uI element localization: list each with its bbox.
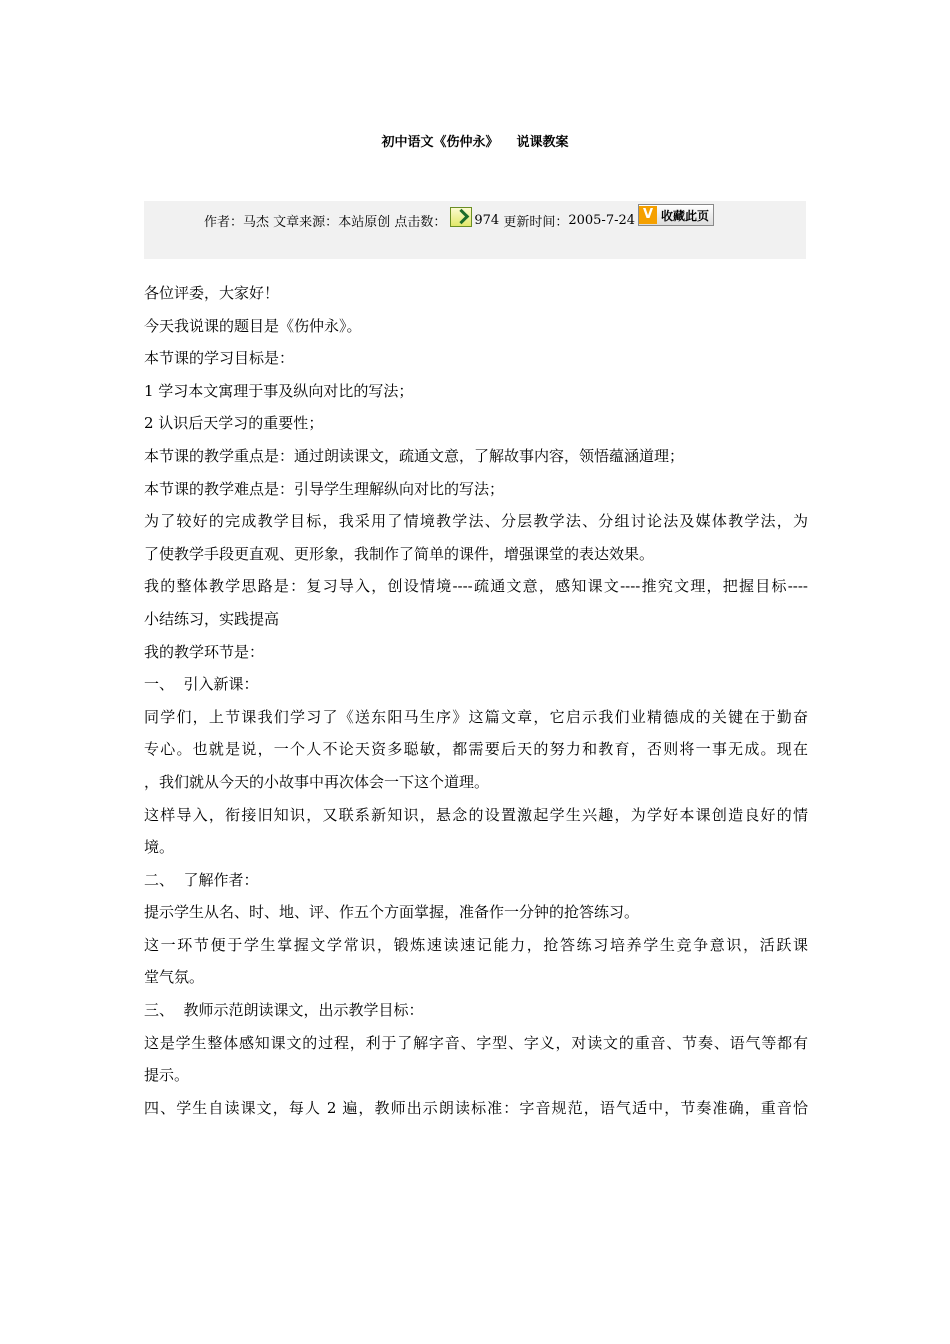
paragraph: 这一环节便于学生掌握文学常识，锻炼速读速记能力，抢答练习培养学生竞争意识，活跃课 bbox=[144, 935, 808, 954]
title-main: 初中语文《伤仲永》 bbox=[381, 135, 499, 150]
paragraph: 各位评委，大家好！ bbox=[144, 284, 280, 302]
favorite-label: 收藏此页 bbox=[661, 208, 710, 223]
paragraph: 小结练习，实践提高 bbox=[144, 609, 280, 628]
source-label: 文章来源： bbox=[273, 214, 339, 230]
section-heading: 一、 引入新课： bbox=[144, 675, 259, 694]
paragraph: 2 认识后天学习的重要性； bbox=[144, 414, 324, 433]
author-name: 马杰 bbox=[243, 214, 270, 230]
hits-label: 点击数： bbox=[394, 214, 447, 230]
paragraph: 本节课的教学重点是：通过朗读课文，疏通文意，了解故事内容，领悟蕴涵道理； bbox=[144, 446, 685, 465]
paragraph: 今天我说课的题目是《伤仲永》。 bbox=[144, 316, 362, 335]
paragraph: 提示。 bbox=[144, 1066, 190, 1085]
paragraph: 这是学生整体感知课文的过程，利于了解字音、字型、字义，对读文的重音、节奏、语气等都有 bbox=[144, 1033, 808, 1052]
updated-label: 更新时间： bbox=[503, 214, 569, 230]
hits-count: 974 bbox=[474, 212, 500, 228]
section-heading: 三、 教师示范朗读课文，出示教学目标： bbox=[144, 1001, 424, 1020]
favorite-v-icon: V bbox=[639, 206, 657, 224]
paragraph: 为了较好的完成教学目标，我采用了情境教学法、分层教学法、分组讨论法及媒体教学法，为 bbox=[144, 512, 808, 531]
article-meta-bar bbox=[144, 201, 806, 259]
paragraph: 同学们，上节课我们学习了《送东阳马生序》这篇文章，它启示我们业精德成的关键在于勤奋 bbox=[144, 707, 808, 726]
paragraph: 提示学生从名、时、地、评、作五个方面掌握，准备作一分钟的抢答练习。 bbox=[144, 903, 640, 922]
meta-line bbox=[204, 209, 714, 231]
hits-icon bbox=[450, 207, 472, 227]
paragraph: 四、学生自读课文，每人 2 遍，教师出示朗读标准：字音规范，语气适中，节奏准确，重音恰 bbox=[144, 1098, 808, 1117]
title-sub: 说课教案 bbox=[516, 135, 569, 150]
paragraph: ，我们就从今天的小故事中再次体会一下这个道理。 bbox=[144, 772, 490, 791]
paragraph: 1 学习本文寓理于事及纵向对比的写法； bbox=[144, 381, 414, 400]
page-title bbox=[0, 131, 950, 150]
paragraph: 本节课的教学难点是：引导学生理解纵向对比的写法； bbox=[144, 479, 505, 498]
paragraph: 了使教学手段更直观、更形象，我制作了简单的课件，增强课堂的表达效果。 bbox=[144, 544, 655, 563]
paragraph: 本节课的学习目标是： bbox=[144, 349, 295, 368]
paragraph: 我的教学环节是： bbox=[144, 642, 265, 661]
paragraph: 境。 bbox=[144, 838, 175, 857]
paragraph: 这样导入，衔接旧知识，又联系新知识，悬念的设置激起学生兴趣，为学好本课创造良好的情 bbox=[144, 805, 808, 824]
article-body bbox=[144, 277, 808, 1124]
paragraph: 我的整体教学思路是：复习导入，创设情境----疏通文意，感知课文----推究文理，把握目标---- bbox=[144, 577, 808, 596]
paragraph: 堂气氛。 bbox=[144, 968, 205, 987]
add-favorite-button[interactable] bbox=[638, 204, 714, 226]
updated-date: 2005-7-24 bbox=[568, 212, 636, 228]
source-value: 本站原创 bbox=[338, 214, 391, 230]
section-heading: 二、 了解作者： bbox=[144, 870, 259, 889]
paragraph: 专心。也就是说，一个人不论天资多聪敏，都需要后天的努力和教育，否则将一事无成。现在 bbox=[144, 740, 808, 759]
author-label: 作者： bbox=[204, 214, 244, 230]
